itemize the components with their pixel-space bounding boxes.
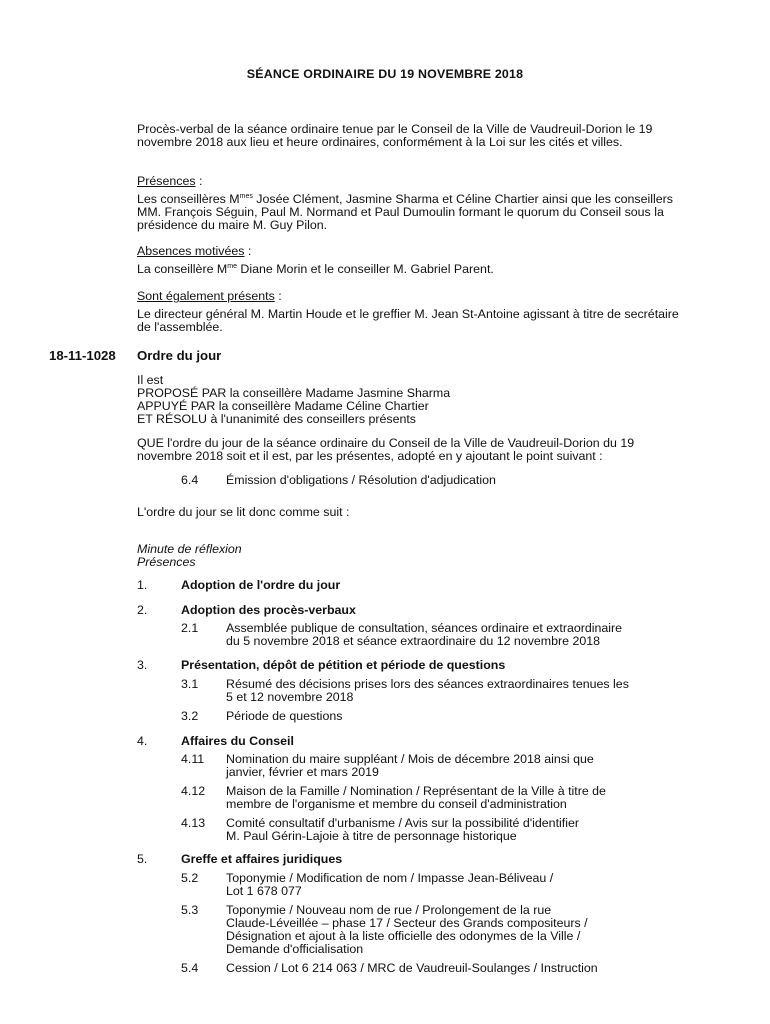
added-item-text: Émission d'obligations / Résolution d'adjudication: [226, 473, 496, 487]
agenda-section-number: 2.: [137, 603, 148, 617]
document-title: SÉANCE ORDINAIRE DU 19 NOVEMBRE 2018: [246, 67, 524, 81]
agenda-item-line: membre de l'organisme et membre du conseil d'administration: [226, 797, 567, 811]
presences-text-after: Josée Clément, Jasmine Sharma et Céline Chartier ainsi que les conseillers MM. François Séguin, Paul M. Normand et Paul Dumoulin formant le quorum du Conseil sous la présidence du maire M. Guy Pilon.: [137, 192, 673, 232]
agenda-item-line: Assemblée publique de consultation, séances ordinaire et extraordinaire: [226, 621, 623, 635]
agenda-item-text: [226, 962, 686, 975]
agenda-section-number: 5.: [137, 852, 148, 866]
agenda-section-title: Adoption de l'ordre du jour: [181, 578, 341, 592]
agenda-section-title: Présentation, dépôt de pétition et période de questions: [181, 658, 506, 672]
agenda-item-line: du 5 novembre 2018 et séance extraordinaire du 12 novembre 2018: [226, 634, 601, 648]
also-present-heading-text: Sont également présents: [137, 289, 275, 303]
added-item-number: 6.4: [181, 473, 199, 487]
agenda-item-line: janvier, février et mars 2019: [226, 765, 379, 779]
agenda-item-text: [226, 622, 686, 648]
agenda-section-number: 1.: [137, 578, 148, 592]
agenda-item-number: 5.3: [181, 903, 199, 917]
presences-heading: Présences :: [137, 174, 203, 188]
agenda-item-line: Résumé des décisions prises lors des séances extraordinaires tenues les: [226, 677, 629, 691]
absences-text-before: La conseillère M: [137, 262, 228, 276]
presences-paragraph: [137, 193, 684, 232]
agenda-item-text: [226, 904, 686, 956]
agenda-item-line: Désignation et ajout à la liste officielle des odonymes de la Ville /: [226, 929, 581, 943]
agenda-intro: L'ordre du jour se lit donc comme suit :: [137, 505, 350, 519]
agenda-item-line: Claude-Léveillée – phase 17 / Secteur des Grands compositeurs /: [226, 916, 588, 930]
absences-heading-text: Absences motivées: [137, 244, 245, 258]
agenda-item-line: Maison de la Famille / Nomination / Représentant de la Ville à titre de: [226, 784, 606, 798]
agenda-item-line: Cession / Lot 6 214 063 / MRC de Vaudreuil-Soulanges / Instruction: [226, 961, 598, 975]
absences-sup: me: [227, 263, 237, 270]
absences-heading: Absences motivées :: [137, 244, 252, 258]
agenda-item-line: Toponymie / Nouveau nom de rue / Prolongement de la rue: [226, 903, 552, 917]
agenda-item-line: Nomination du maire suppléant / Mois de décembre 2018 ainsi que: [226, 752, 594, 766]
agenda-item-number: 4.11: [181, 752, 205, 766]
agenda-item-text: [226, 872, 686, 898]
preamble-item: Minute de réflexion: [137, 542, 242, 556]
agenda-item-text: [226, 785, 686, 811]
agenda-item-line: Toponymie / Modification de nom / Impasse Jean-Béliveau /: [226, 871, 554, 885]
agenda-item-line: 5 et 12 novembre 2018: [226, 690, 354, 704]
preamble-item: Présences: [137, 555, 196, 569]
intro-paragraph: Procès-verbal de la séance ordinaire tenue par le Conseil de la Ville de Vaudreuil-Dorion le 19 novembre 2018 aux lieu et heure ordinaires, conformément à la Loi sur les cités et villes.: [137, 122, 653, 149]
presences-text-before: Les conseillères M: [137, 192, 240, 206]
agenda-item-number: 3.1: [181, 677, 199, 691]
presences-sup: mes: [239, 193, 253, 200]
agenda-item-line: Comité consultatif d'urbanisme / Avis sur la possibilité d'identifier: [226, 816, 579, 830]
resolution-body: QUE l'ordre du jour de la séance ordinaire du Conseil de la Ville de Vaudreuil-Dorion du 19 novembre 2018 soit et il est, par les présentes, adopté en y ajoutant le point suivant :: [137, 436, 635, 463]
agenda-item-line: Lot 1 678 077: [226, 884, 302, 898]
agenda-item-number: 4.13: [181, 816, 206, 830]
agenda-item-number: 3.2: [181, 709, 199, 723]
resolution-heading: Ordre du jour: [137, 348, 222, 363]
agenda-item-text: [226, 817, 686, 843]
resolution-number: 18-11-1028: [49, 348, 116, 363]
agenda-item-text: [226, 753, 686, 779]
absences-text-after: Diane Morin et le conseiller M. Gabriel Parent.: [236, 262, 494, 276]
agenda-item-line: Période de questions: [226, 709, 343, 723]
agenda-section-title: Greffe et affaires juridiques: [181, 852, 343, 866]
agenda-item-number: 5.4: [181, 961, 199, 975]
motion-line: APPUYÉ PAR la conseillère Madame Céline Chartier: [137, 399, 429, 413]
agenda-section-title: Affaires du Conseil: [181, 734, 294, 748]
agenda-item-number: 4.12: [181, 784, 206, 798]
agenda-item-text: [226, 678, 686, 704]
also-present-heading: Sont également présents :: [137, 289, 282, 303]
agenda-section-number: 4.: [137, 734, 148, 748]
motion-line: PROPOSÉ PAR la conseillère Madame Jasmine Sharma: [137, 386, 451, 400]
agenda-section-title: Adoption des procès-verbaux: [181, 603, 356, 617]
agenda-item-line: M. Paul Gérin-Lajoie à titre de personnage historique: [226, 829, 517, 843]
agenda-section-number: 3.: [137, 658, 148, 672]
motion-line: ET RÉSOLU à l'unanimité des conseillers présents: [137, 412, 416, 426]
presences-heading-text: Présences: [137, 174, 196, 188]
agenda-item-text: [226, 710, 686, 723]
motion-line: Il est: [137, 373, 164, 387]
absences-paragraph: [137, 263, 684, 276]
also-present-paragraph: Le directeur général M. Martin Houde et le greffier M. Jean St-Antoine agissant à titre de secrétaire de l'assemblée.: [137, 307, 679, 334]
agenda-item-number: 2.1: [181, 621, 199, 635]
agenda-item-number: 5.2: [181, 871, 199, 885]
agenda-item-line: Demande d'officialisation: [226, 942, 364, 956]
